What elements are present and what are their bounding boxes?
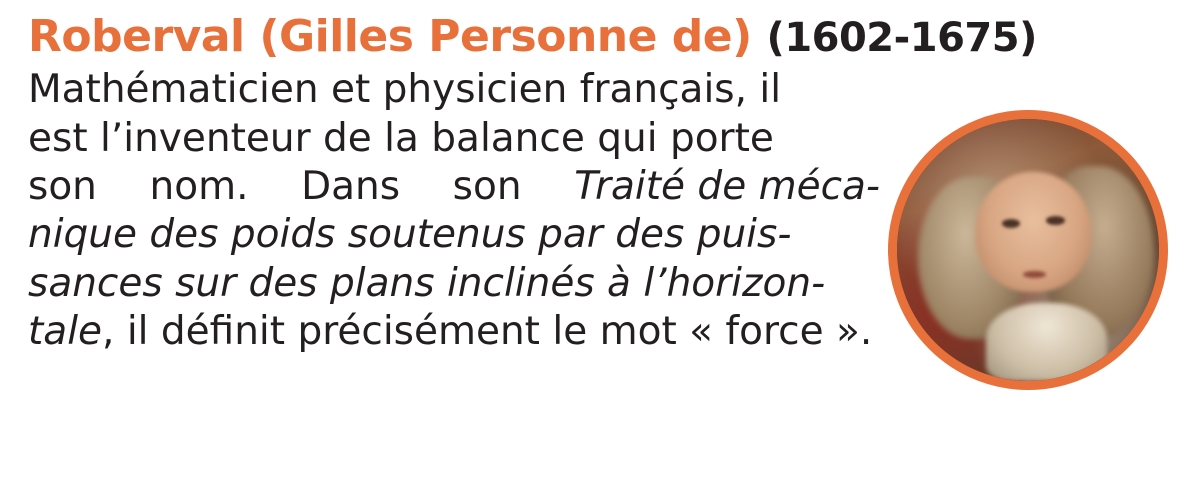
- work-title-part-4: tale: [28, 308, 103, 354]
- text-word-son: son: [28, 163, 97, 209]
- page-title: [28, 11, 1176, 62]
- text-line-3: [28, 163, 880, 211]
- work-title-part-1: Traité de méca-: [574, 163, 880, 209]
- entry-name: Roberval (Gilles Personne de): [28, 11, 752, 62]
- entry-body: [28, 66, 1176, 356]
- entry-paragraph: [28, 66, 880, 356]
- portrait-eye-right: [1046, 216, 1064, 225]
- text-word-nom: nom.: [149, 163, 249, 209]
- text-word-son-2: son: [452, 163, 522, 209]
- entry-dates: (1602-1675): [766, 15, 1037, 61]
- text-line-1: Mathématicien et physicien français, il: [28, 67, 782, 113]
- portrait-frame: [888, 110, 1168, 390]
- text-line-6: [28, 308, 880, 356]
- work-title-part-2: nique des poids soutenus par des puis-: [28, 212, 792, 258]
- text-line-6-tail: , il définit précisément le mot « force ».: [102, 308, 873, 354]
- portrait-image: [897, 119, 1159, 381]
- entry-text-column: [28, 66, 880, 356]
- portrait-collar: [986, 303, 1107, 382]
- text-line-2: est l’inventeur de la balance qui porte: [28, 115, 774, 161]
- portrait-eye-left: [1002, 219, 1020, 228]
- work-title-part-3: sances sur des plans inclinés à l’horizon-: [28, 260, 826, 306]
- portrait-mouth: [1023, 271, 1047, 278]
- text-word-dans: Dans: [301, 163, 401, 209]
